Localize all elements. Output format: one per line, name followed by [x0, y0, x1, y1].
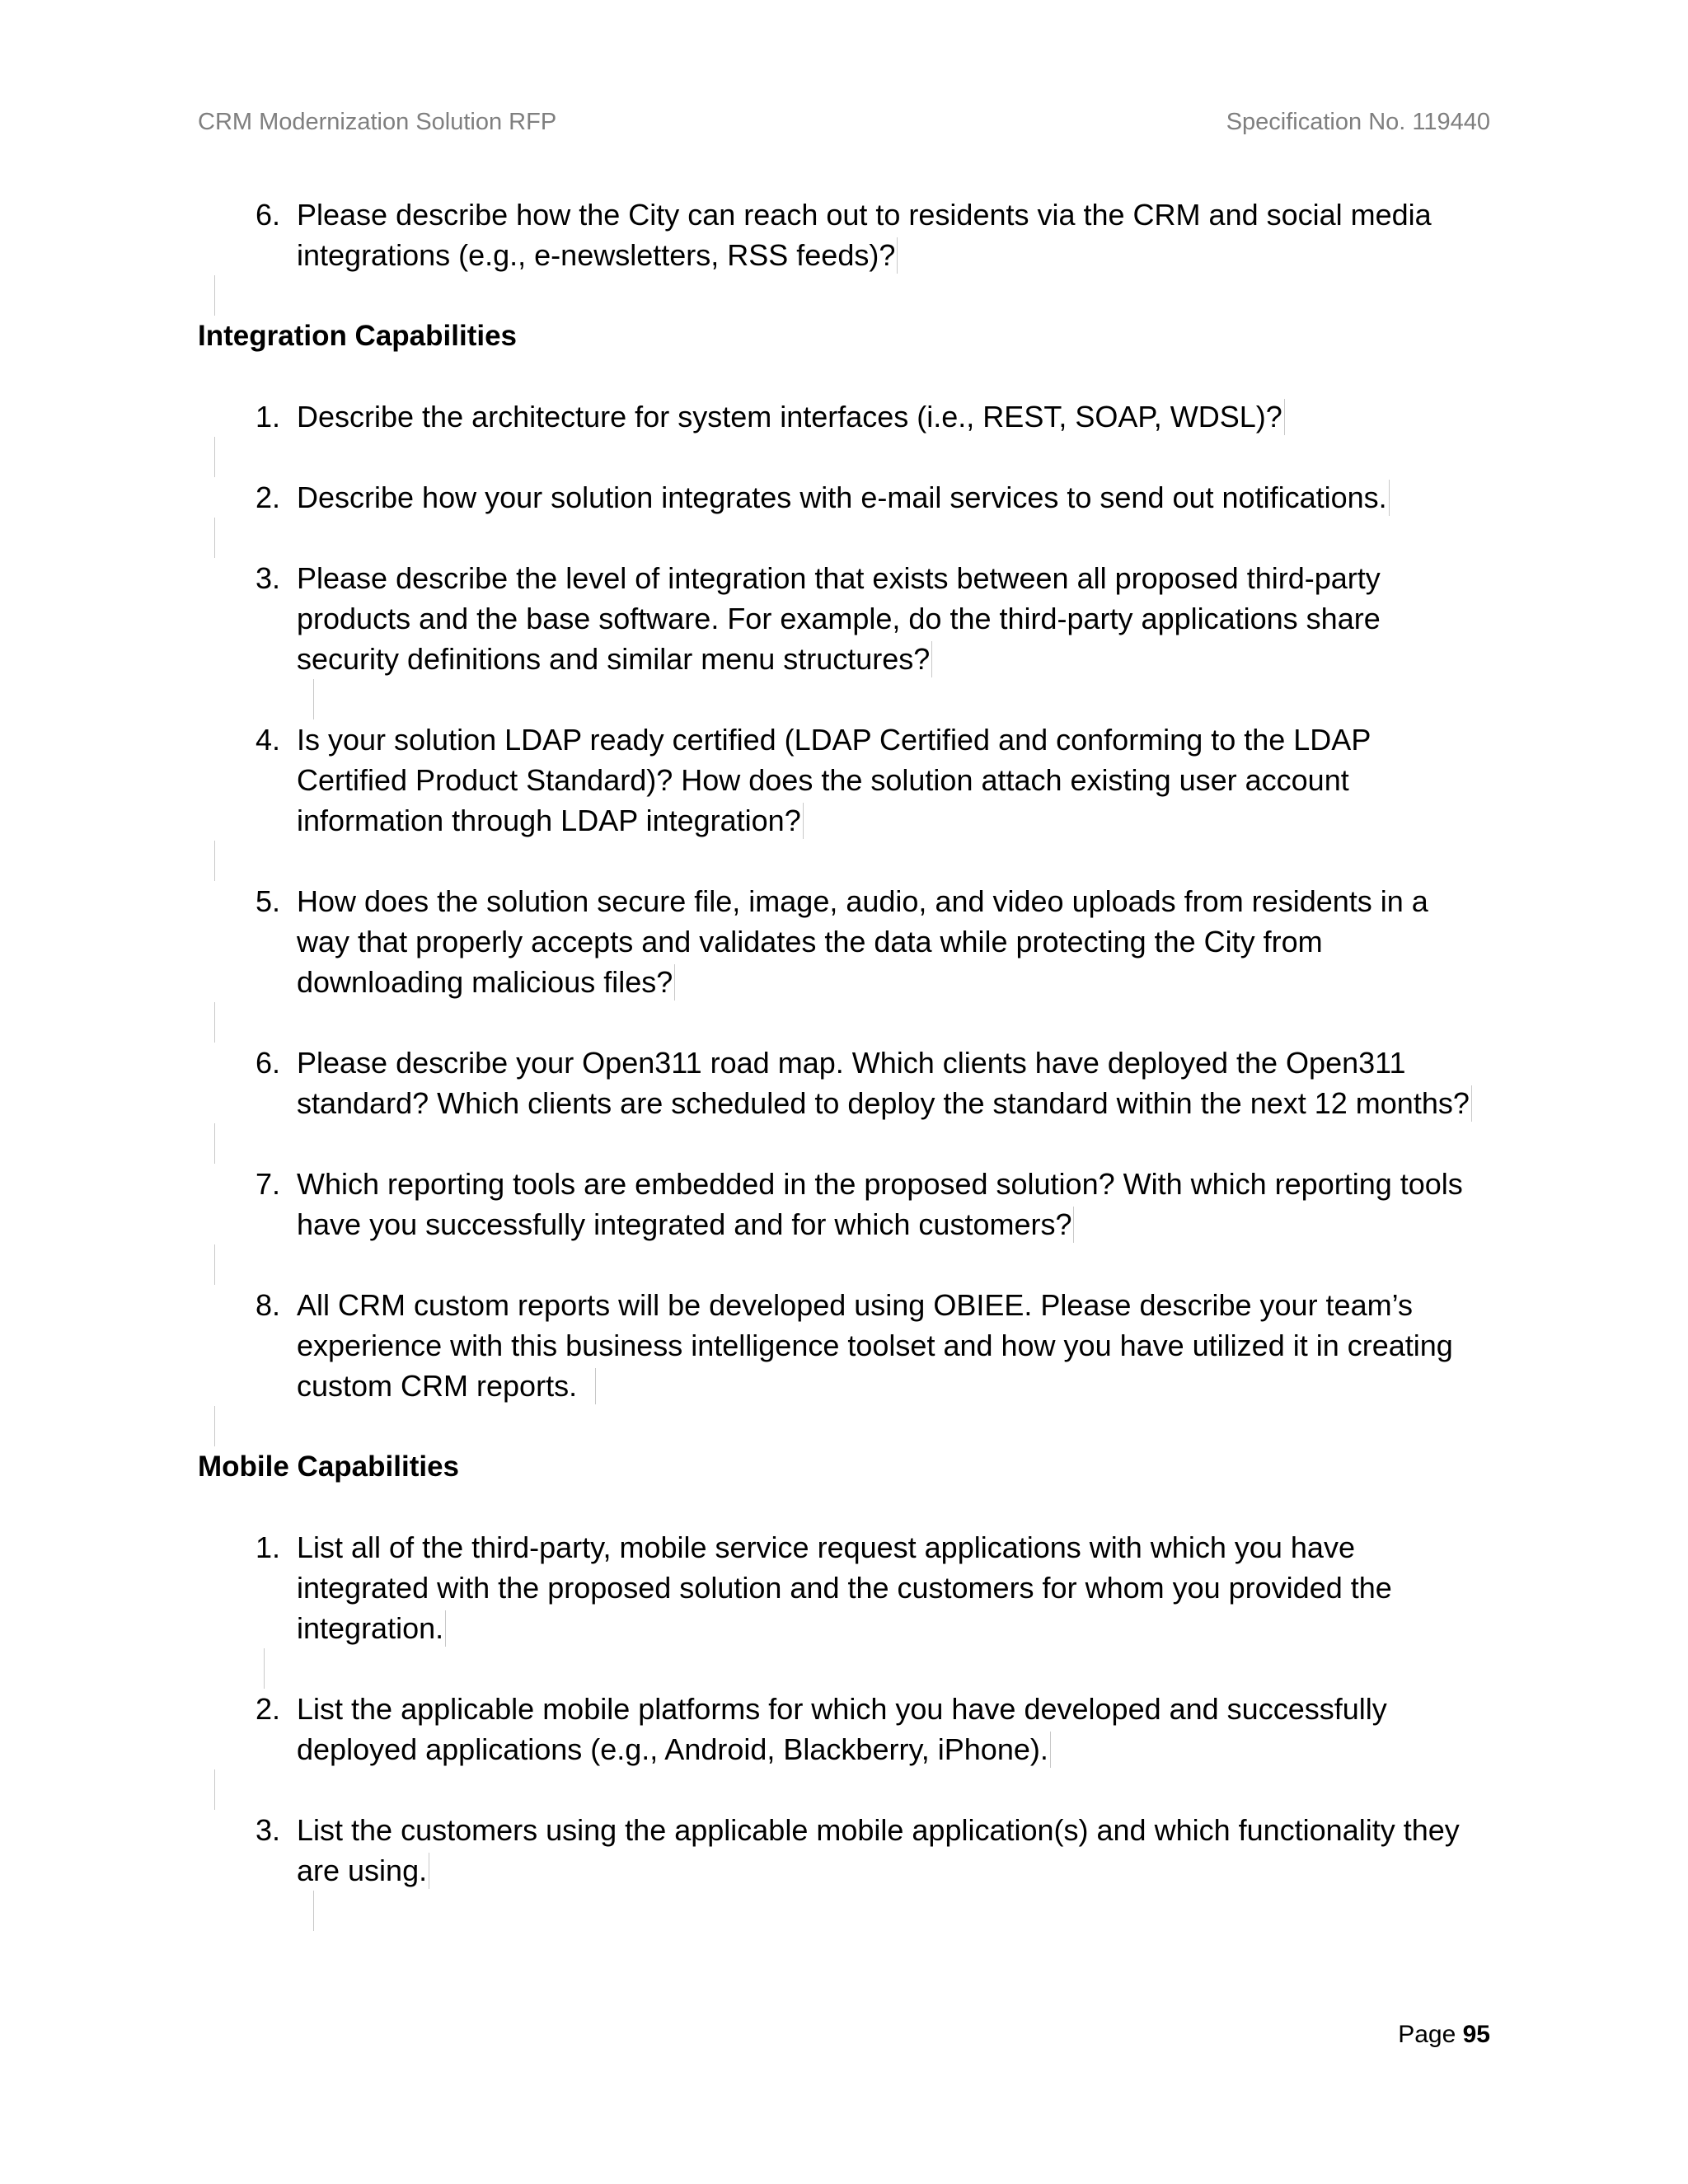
list-item — [198, 558, 1492, 679]
edit-mark — [1073, 1207, 1074, 1243]
spacer — [198, 1406, 1492, 1446]
spacer — [198, 841, 1492, 881]
page-header — [198, 109, 1490, 142]
edit-mark — [264, 1648, 265, 1689]
edit-mark — [445, 1610, 446, 1647]
list-item — [198, 1285, 1492, 1406]
list-item — [198, 1527, 1492, 1648]
list-item — [198, 719, 1492, 841]
spacer — [198, 437, 1492, 477]
item-text: List the customers using the applicable mobile application(s) and which functionality they are using. — [297, 1813, 1460, 1887]
section-heading-mobile: Mobile Capabilities — [198, 1451, 459, 1483]
item-number: 8. — [255, 1288, 280, 1322]
question-list-integration — [198, 396, 1492, 1406]
page-label: Page — [1398, 2021, 1456, 2048]
item-number: 2. — [255, 480, 280, 514]
edit-mark — [214, 1002, 215, 1043]
list-item — [198, 1689, 1492, 1769]
question-list-top — [198, 194, 1492, 275]
edit-mark — [1050, 1732, 1051, 1768]
spacer — [198, 356, 1492, 396]
edit-mark — [803, 803, 804, 839]
spacer — [198, 679, 1492, 719]
item-text: List the applicable mobile platforms for which you have developed and successfully deployed applications (e.g., Android, Blackberry, iPhone). — [297, 1692, 1387, 1766]
item-text: Describe the architecture for system interfaces (i.e., REST, SOAP, WDSL)? — [297, 400, 1282, 434]
header-spec-number: Specification No. 119440 — [1226, 109, 1490, 135]
item-text: How does the solution secure file, image, audio, and video uploads from residents in a way that properly accepts and validates the data while protecting the City from downloading malicious files? — [297, 884, 1428, 999]
item-number: 7. — [255, 1167, 280, 1201]
spacer — [198, 1891, 1492, 1931]
item-number: 6. — [255, 198, 280, 232]
list-item — [198, 194, 1492, 275]
item-number: 3. — [255, 561, 280, 595]
item-number: 6. — [255, 1046, 280, 1080]
edit-mark — [595, 1368, 596, 1404]
page-content — [198, 194, 1492, 1931]
edit-mark — [214, 1244, 215, 1285]
list-item — [198, 1164, 1492, 1244]
item-text: Which reporting tools are embedded in the proposed solution? With which reporting tools have you successfully integrated and for which customers? — [297, 1167, 1463, 1241]
item-number: 4. — [255, 723, 280, 757]
item-number: 1. — [255, 400, 280, 434]
item-number: 5. — [255, 884, 280, 918]
item-text: List all of the third-party, mobile service request applications with which you have integrated with the proposed solution and the customers for whom you provided the integration. — [297, 1530, 1392, 1645]
item-text: Please describe your Open311 road map. Which clients have deployed the Open311 standard? Which clients are scheduled to deploy the standard within the next 12 months? — [297, 1046, 1470, 1120]
edit-mark — [674, 964, 675, 1001]
list-item — [198, 881, 1492, 1002]
section-heading-integration: Integration Capabilities — [198, 320, 517, 352]
item-number: 2. — [255, 1692, 280, 1726]
spacer — [198, 518, 1492, 558]
item-text: Is your solution LDAP ready certified (LDAP Certified and conforming to the LDAP Certified Product Standard)? How does the solution attach existing user account information through LDAP integration? — [297, 723, 1371, 837]
page-footer — [1398, 2021, 1490, 2049]
item-number: 1. — [255, 1530, 280, 1564]
edit-mark — [897, 237, 898, 274]
header-title: CRM Modernization Solution RFP — [198, 109, 557, 135]
edit-mark — [214, 275, 215, 316]
edit-mark — [1389, 480, 1390, 516]
question-list-mobile — [198, 1527, 1492, 1931]
item-number: 3. — [255, 1813, 280, 1847]
edit-mark — [214, 841, 215, 881]
spacer — [198, 1123, 1492, 1164]
edit-mark — [313, 679, 314, 719]
spacer — [198, 1769, 1492, 1810]
edit-mark — [1284, 399, 1285, 435]
edit-mark — [214, 437, 215, 477]
edit-mark — [1471, 1085, 1472, 1122]
spacer — [198, 1487, 1492, 1527]
edit-mark — [214, 518, 215, 558]
edit-mark — [214, 1123, 215, 1164]
list-item — [198, 477, 1492, 518]
spacer — [198, 275, 1492, 316]
item-text: Please describe how the City can reach out to residents via the CRM and social media integrations (e.g., e-newsletters, RSS feeds)? — [297, 198, 1432, 272]
spacer — [198, 1002, 1492, 1043]
page-number: 95 — [1462, 2021, 1490, 2048]
item-text: All CRM custom reports will be developed using OBIEE. Please describe your team’s experience with this business intelligence toolset and how you have utilized it in creating custom CRM reports. — [297, 1288, 1453, 1403]
spacer — [198, 1244, 1492, 1285]
edit-mark — [214, 1769, 215, 1810]
list-item — [198, 396, 1492, 437]
spacer — [198, 1648, 1492, 1689]
edit-mark — [214, 1406, 215, 1446]
item-text: Describe how your solution integrates with e-mail services to send out notifications. — [297, 480, 1387, 514]
list-item — [198, 1810, 1492, 1891]
edit-mark — [313, 1891, 314, 1931]
item-text: Please describe the level of integration that exists between all proposed third-party products and the base software. For example, do the third-party applications share security definitions and similar menu structures? — [297, 561, 1381, 676]
edit-mark — [931, 641, 932, 677]
list-item — [198, 1043, 1492, 1123]
